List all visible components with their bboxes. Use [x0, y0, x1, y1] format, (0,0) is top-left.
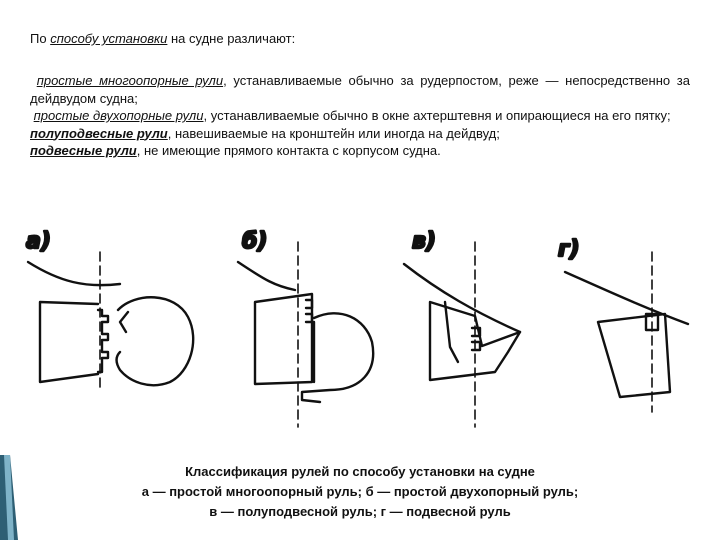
propeller-detail-a [120, 312, 128, 332]
hull-line-b [238, 262, 295, 290]
hull-line-c [404, 264, 520, 332]
intro-post: на судне различают: [167, 31, 296, 46]
diagram-c [404, 229, 520, 427]
list-item [30, 72, 690, 107]
pintle-marks-c [472, 328, 480, 350]
item-desc: , навешиваемые на кронштейн или иногда на дейдвуд; [167, 125, 500, 141]
diagram-a [26, 229, 193, 392]
term-two-support: простые двухопорные рули [33, 108, 204, 123]
label-c: в) [412, 229, 436, 254]
caption-line: а — простой многоопорный руль; б — простой двухопорный руль; [141, 484, 579, 499]
caption-line: в — полуподвесной руль; г — подвесной руль [209, 504, 511, 519]
rudder-types-list [30, 72, 690, 160]
term-multi-support: простые многоопорные рули [36, 73, 224, 88]
intro-line [30, 30, 690, 47]
hull-line-d [565, 272, 688, 324]
corner-decoration [0, 455, 18, 540]
diagram-b [238, 229, 373, 427]
item-desc: , устанавливаемые обычно за рудерпостом, реже — непосредственно за дейдвудом судна; [30, 73, 690, 106]
rudder-blade-a [40, 302, 98, 382]
caption-title: Классификация рулей по способу установки на судне [185, 464, 535, 479]
diagram-d [558, 237, 688, 412]
propeller-outline-a [117, 297, 194, 385]
rudder-blade-b [255, 294, 312, 384]
term-semi-suspended: полуподвесные рули [30, 125, 168, 141]
label-d: г) [558, 237, 580, 262]
item-desc: , не имеющие прямого контакта с корпусом судна. [136, 143, 441, 158]
hull-line-a [28, 262, 120, 285]
item-desc: , устанавливаемые обычно в окне ахтерштевня и опирающиеся на его пятку; [203, 108, 671, 123]
list-item [30, 125, 690, 143]
label-b: б) [242, 229, 268, 254]
list-item [30, 142, 690, 160]
intro-emphasis: способу установки [50, 31, 168, 46]
term-suspended: подвесные рули [30, 143, 137, 158]
list-item [30, 107, 690, 125]
label-a: а) [26, 229, 51, 254]
rudder-diagrams [20, 222, 700, 437]
figure-caption [60, 462, 660, 522]
intro-pre: По [30, 31, 51, 46]
